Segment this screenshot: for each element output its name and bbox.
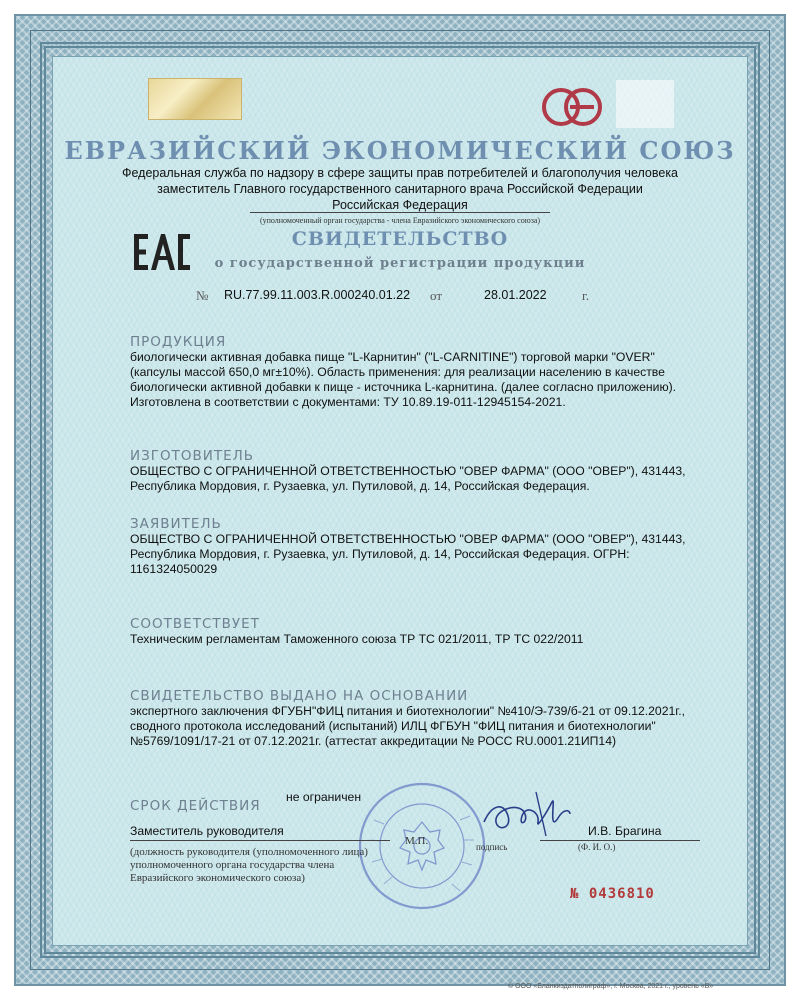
basis-line: сводного протокола исследований (испытаний) ИЛЦ ФГБУН "ФИЦ питания и биотехнологии" — [130, 719, 656, 733]
applicant-heading: ЗАЯВИТЕЛЬ — [130, 516, 222, 532]
manufacturer-text — [130, 464, 690, 494]
signer-name: И.В. Брагина — [588, 824, 662, 838]
fio-label: (Ф. И. О.) — [578, 842, 616, 852]
position-rule — [130, 840, 390, 841]
authority-line-1: Федеральная служба по надзору в сфере защиты прав потребителей и благополучия человека — [121, 166, 679, 180]
signer-position: Заместитель руководителя — [130, 824, 284, 838]
basis-line: №5769/1091/17-21 от 07.12.2021г. (аттестат аккредитации № РОСС RU.0001.21ИП14) — [130, 734, 617, 748]
signature-scribble — [478, 782, 574, 842]
validity-value: не ограничен — [286, 790, 362, 804]
year-suffix: г. — [582, 288, 590, 303]
stamp-label: М.П. — [405, 835, 429, 847]
corner-label — [616, 80, 674, 128]
compliance-text — [130, 632, 690, 647]
manufacturer-heading: ИЗГОТОВИТЕЛЬ — [130, 448, 255, 464]
date-label: от — [430, 288, 443, 303]
product-line: биологически активной добавки к пище - источника L-карнитина. (далее согласно приложению). — [130, 380, 677, 394]
position-note: (должность руководителя (уполномоченного лица) уполномоченного органа государства члена Евразийского экономического союза) — [130, 846, 368, 884]
certificate-subtitle: о государственной регистрации продукции — [214, 256, 586, 271]
fio-rule — [540, 840, 700, 841]
number-label: № — [196, 288, 209, 303]
signature-label: подпись — [476, 842, 508, 852]
product-text — [130, 350, 690, 410]
basis-line: экспертного заключения ФГУБН"ФИЦ питания и биотехнологии" №410/Э-739/б-21 от 09.12.2021г., — [130, 704, 685, 718]
union-title: ЕВРАЗИЙСКИЙ ЭКОНОМИЧЕСКИЙ СОЮЗ — [64, 136, 736, 165]
applicant-line: ОБЩЕСТВО С ОГРАНИЧЕННОЙ ОТВЕТСТВЕННОСТЬЮ "ОВЕР ФАРМА" (ООО "ОВЕР"), 431443, — [130, 532, 686, 546]
product-line: (капсулы массой 650,0 мг±10%). Область применения: для реализации населению в качестве — [130, 365, 665, 379]
printer-note: © ООО «Бланкиздатполиграф», г. Москва, 2021 г., уровень «В» — [508, 983, 714, 990]
product-heading: ПРОДУКЦИЯ — [130, 334, 227, 350]
compliance-line: Техническим регламентам Таможенного союза ТР ТС 021/2011, ТР ТС 022/2011 — [130, 632, 584, 646]
serial-number: № 0436810 — [570, 886, 655, 902]
validity-heading: СРОК ДЕЙСТВИЯ — [130, 798, 261, 814]
product-line: Изготовлена в соответствии с документами: ТУ 10.89.19-011-12945154-2021. — [130, 395, 566, 409]
hologram-sticker — [148, 78, 242, 120]
applicant-line: 1161324050029 — [130, 562, 218, 576]
compliance-heading: СООТВЕТСТВУЕТ — [130, 616, 260, 632]
basis-heading: СВИДЕТЕЛЬСТВО ВЫДАНО НА ОСНОВАНИИ — [130, 688, 469, 704]
authority-line-3: Российская Федерация — [332, 198, 468, 212]
authority-note: (уполномоченный орган государства - члена Евразийского экономического союза) — [259, 216, 541, 225]
manufacturer-line: Республика Мордовия, г. Рузаевка, ул. Путиловой, д. 14, Российская Федерация. — [130, 479, 590, 493]
applicant-line: Республика Мордовия, г. Рузаевка, ул. Путиловой, д. 14, Российская Федерация. ОГРН: — [130, 547, 630, 561]
manufacturer-line: ОБЩЕСТВО С ОГРАНИЧЕННОЙ ОТВЕТСТВЕННОСТЬЮ "ОВЕР ФАРМА" (ООО "ОВЕР"), 431443, — [130, 464, 686, 478]
authority-line-2: заместитель Главного государственного санитарного врача Российской Федерации — [157, 182, 643, 196]
product-line: биологически активная добавка пище "L-Карнитин" ("L-CARNITINE") торговой марки "OVER" — [130, 350, 655, 364]
authority-rule — [250, 212, 550, 213]
certificate-title: СВИДЕТЕЛЬСТВО — [291, 228, 509, 250]
registration-number: RU.77.99.11.003.R.000240.01.22 — [224, 288, 411, 302]
se-conformity-mark-icon — [540, 86, 604, 128]
basis-text — [130, 704, 690, 749]
registration-date: 28.01.2022 — [484, 288, 547, 302]
applicant-text — [130, 532, 690, 577]
